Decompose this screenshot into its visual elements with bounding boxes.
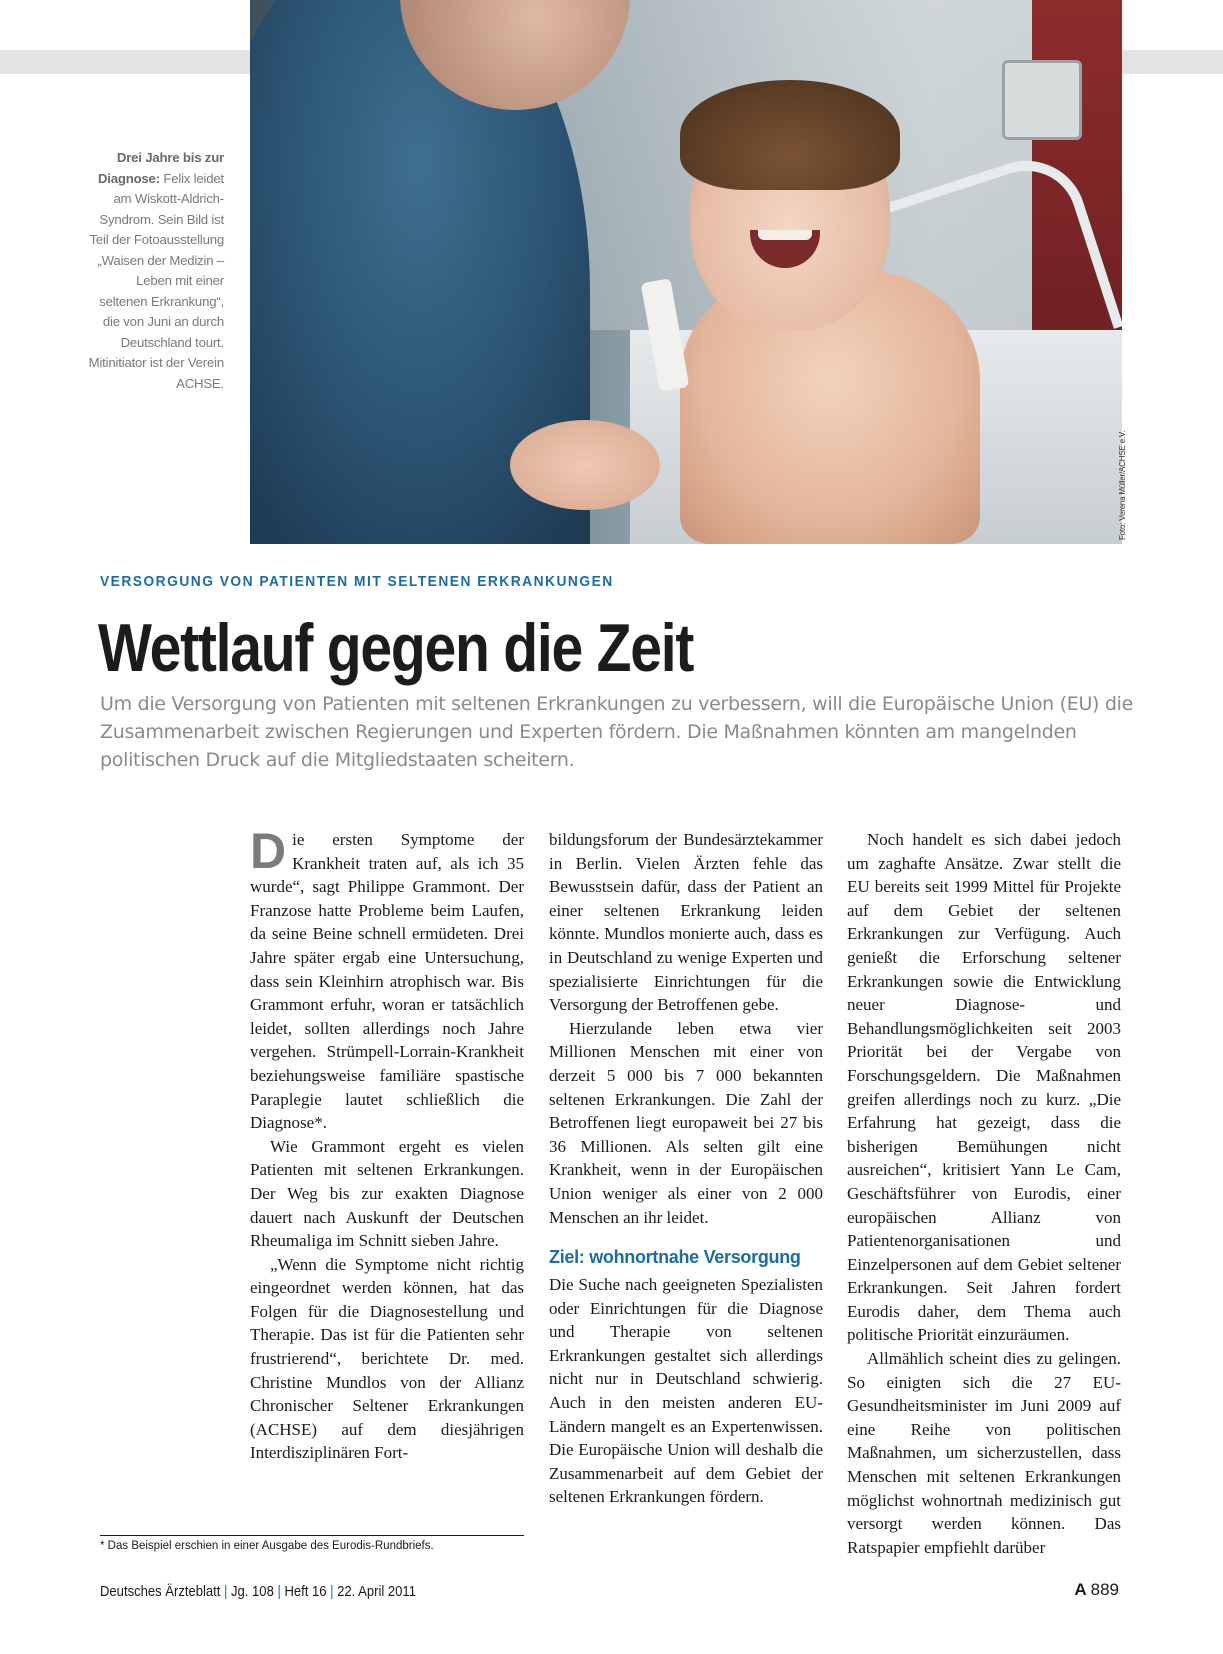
journal-issue: Heft 16 (284, 1584, 327, 1600)
photo-child-hair (680, 80, 900, 190)
photo-caption (86, 148, 224, 394)
issue-date: 22. April 2011 (337, 1584, 416, 1600)
paragraph: Hierzulande leben etwa vier Millionen Menschen mit einer von derzeit 5 000 bis 7 000 bekannten seltenen Erkrankungen. Die Zahl der Betroffenen liegt europaweit bei 27 bis 36 Millionen. Als selten gilt eine Krankheit, wenn in der Europäischen Union weniger als einer von 2 000 Menschen an ihr leidet. (549, 1018, 823, 1227)
photo-child-hand (510, 420, 660, 510)
paragraph: Wie Grammont ergeht es vielen Patienten mit seltenen Erkrankungen. Der Weg bis zur exakten Diagnose dauert nach Auskunft der Deutschen Rheumaliga im Schnitt sieben Jahre. (250, 1136, 524, 1251)
footnote: * Das Beispiel erschien in einer Ausgabe des Eurodis-Rundbriefs. (100, 1540, 434, 1552)
footnote-divider (100, 1535, 524, 1536)
footer-separator: | (277, 1584, 281, 1600)
journal-volume: Jg. 108 (231, 1584, 274, 1600)
page-number-value: 889 (1090, 1580, 1119, 1599)
page-number (1074, 1580, 1119, 1600)
page-section: A (1074, 1580, 1087, 1599)
section-subhead: Ziel: wohnortnahe Versorgung (549, 1247, 801, 1268)
page-footer (100, 1584, 416, 1600)
drop-cap: D (250, 823, 287, 879)
text-column-3 (847, 828, 1121, 1559)
paragraph: Noch handelt es sich dabei jedoch um zaghafte Ansätze. Zwar stellt die EU bereits seit 1999 Mittel für Projekte auf dem Gebiet der seltenen Erkrankungen zur Verfügung. Auch genießt die Erforschung seltener Erkrankungen sowie die Entwicklung neuer Diagnose- und Behandlungsmöglichkeiten seit 2003 Priorität bei der Vergabe von Forschungsgeldern. Die Maßnahmen greifen allerdings noch zu kurz. „Die Erfahrung hat gezeigt, dass die bisherigen Bemühungen nicht ausreichen“, kritisiert Yann Le Cam, Geschäftsführer von Eurodis, einer europäischen Allianz von Patientenorganisationen und Einzelpersonen auf dem Gebiet seltener Erkrankungen. Seit Jahren fordert Eurodis daher, dem Thema auch politische Priorität einzuräumen. (847, 830, 1121, 1345)
photo-child-teeth (758, 230, 812, 240)
paragraph: „Wenn die Symptome nicht richtig eingeordnet werden können, hat das Folgen für die Diagnosestellung und Therapie. Das ist für die Patienten sehr frustrierend“, berichtete Dr. med. Christine Mundlos von der Allianz Chronischer Seltener Erkrankungen (ACHSE) auf dem diesjährigen Interdisziplinären Fort- (250, 1254, 524, 1463)
photo-medical-monitor (1002, 60, 1082, 140)
photo-credit: Foto: Verena Müller/ACHSE e.V. (1118, 430, 1127, 540)
article-photo (250, 0, 1122, 544)
text-column-2 (549, 828, 823, 1509)
paragraph (250, 823, 524, 1135)
caption-text: Felix leidet am Wiskott-Aldrich-Syndrom. Sein Bild ist Teil der Fotoausstellung „Waisen der Medizin – Leben mit einer seltenen Erkrankung“, die von Juni an durch Deutschland tourt. Mitinitiator ist der Verein ACHSE. (88, 170, 224, 391)
paragraph: Allmählich scheint dies zu gelingen. So einigten sich die 27 EU-Gesundheitsminister im Juni 2009 auf eine Reihe von politischen Maßnahmen, um sicherzustellen, dass Menschen mit seltenen Erkrankungen möglichst wohnortnah medizinisch gut versorgt werden können. Das Ratspapier empfiehlt darüber (847, 1349, 1121, 1557)
text-column-1 (250, 823, 524, 1465)
paragraph-text: ie ersten Symptome der Krankheit traten auf, als ich 35 wurde“, sagt Philippe Grammont. Der Franzose hatte Probleme beim Laufen, da seine Beine schnell ermüdeten. Drei Jahre später ergab eine Untersuchung, dass sein Kleinhirn atrophisch war. Bis Grammont erfuhr, woran er tatsächlich leidet, sollten allerdings noch Jahre vergehen. Strümpell-Lorrain-Krankheit beziehungsweise familiäre spastische Paraplegie lautet schließlich die Diagnose*. (250, 830, 524, 1133)
footer-separator: | (224, 1584, 228, 1600)
header-bar-right (1122, 50, 1223, 74)
article-lead: Um die Versorgung von Patienten mit seltenen Erkrankungen zu verbessern, will die Europäische Union (EU) die Zusammenarbeit zwischen Regierungen und Experten fördern. Die Maßnahmen könnten am mangelnden politischen Druck auf die Mitgliedstaaten scheitern. (100, 693, 1134, 771)
paragraph: Die Suche nach geeigneten Spezialisten oder Einrichtungen für die Diagnose und Therapie von seltenen Erkrankungen gestaltet sich allerdings nicht nur in Deutschland schwierig. Auch in den meisten anderen EU-Ländern mangelt es an Expertenwissen. Die Europäische Union will deshalb die Zusammenarbeit auf dem Gebiet der seltenen Erkrankungen fördern. (549, 1275, 823, 1507)
paragraph: bildungsforum der Bundesärztekammer in Berlin. Vielen Ärzten fehle das Bewusstsein dafür, dass der Patient an einer seltenen Erkrankung leiden könnte. Mundlos monierte auch, dass es in Deutschland zu wenige Experten und spezialisierte Einrichtungen für die Versorgung der Betroffenen gebe. (549, 830, 823, 1015)
article-kicker: VERSORGUNG VON PATIENTEN MIT SELTENEN ERKRANKUNGEN (100, 573, 614, 590)
footer-separator: | (330, 1584, 334, 1600)
journal-name: Deutsches Ärzteblatt (100, 1584, 221, 1600)
article-headline: Wettlauf gegen die Zeit (98, 610, 694, 686)
header-bar-left (0, 50, 250, 74)
caption-bold-lead: Drei Jahre bis zur Diagnose: (97, 150, 224, 186)
